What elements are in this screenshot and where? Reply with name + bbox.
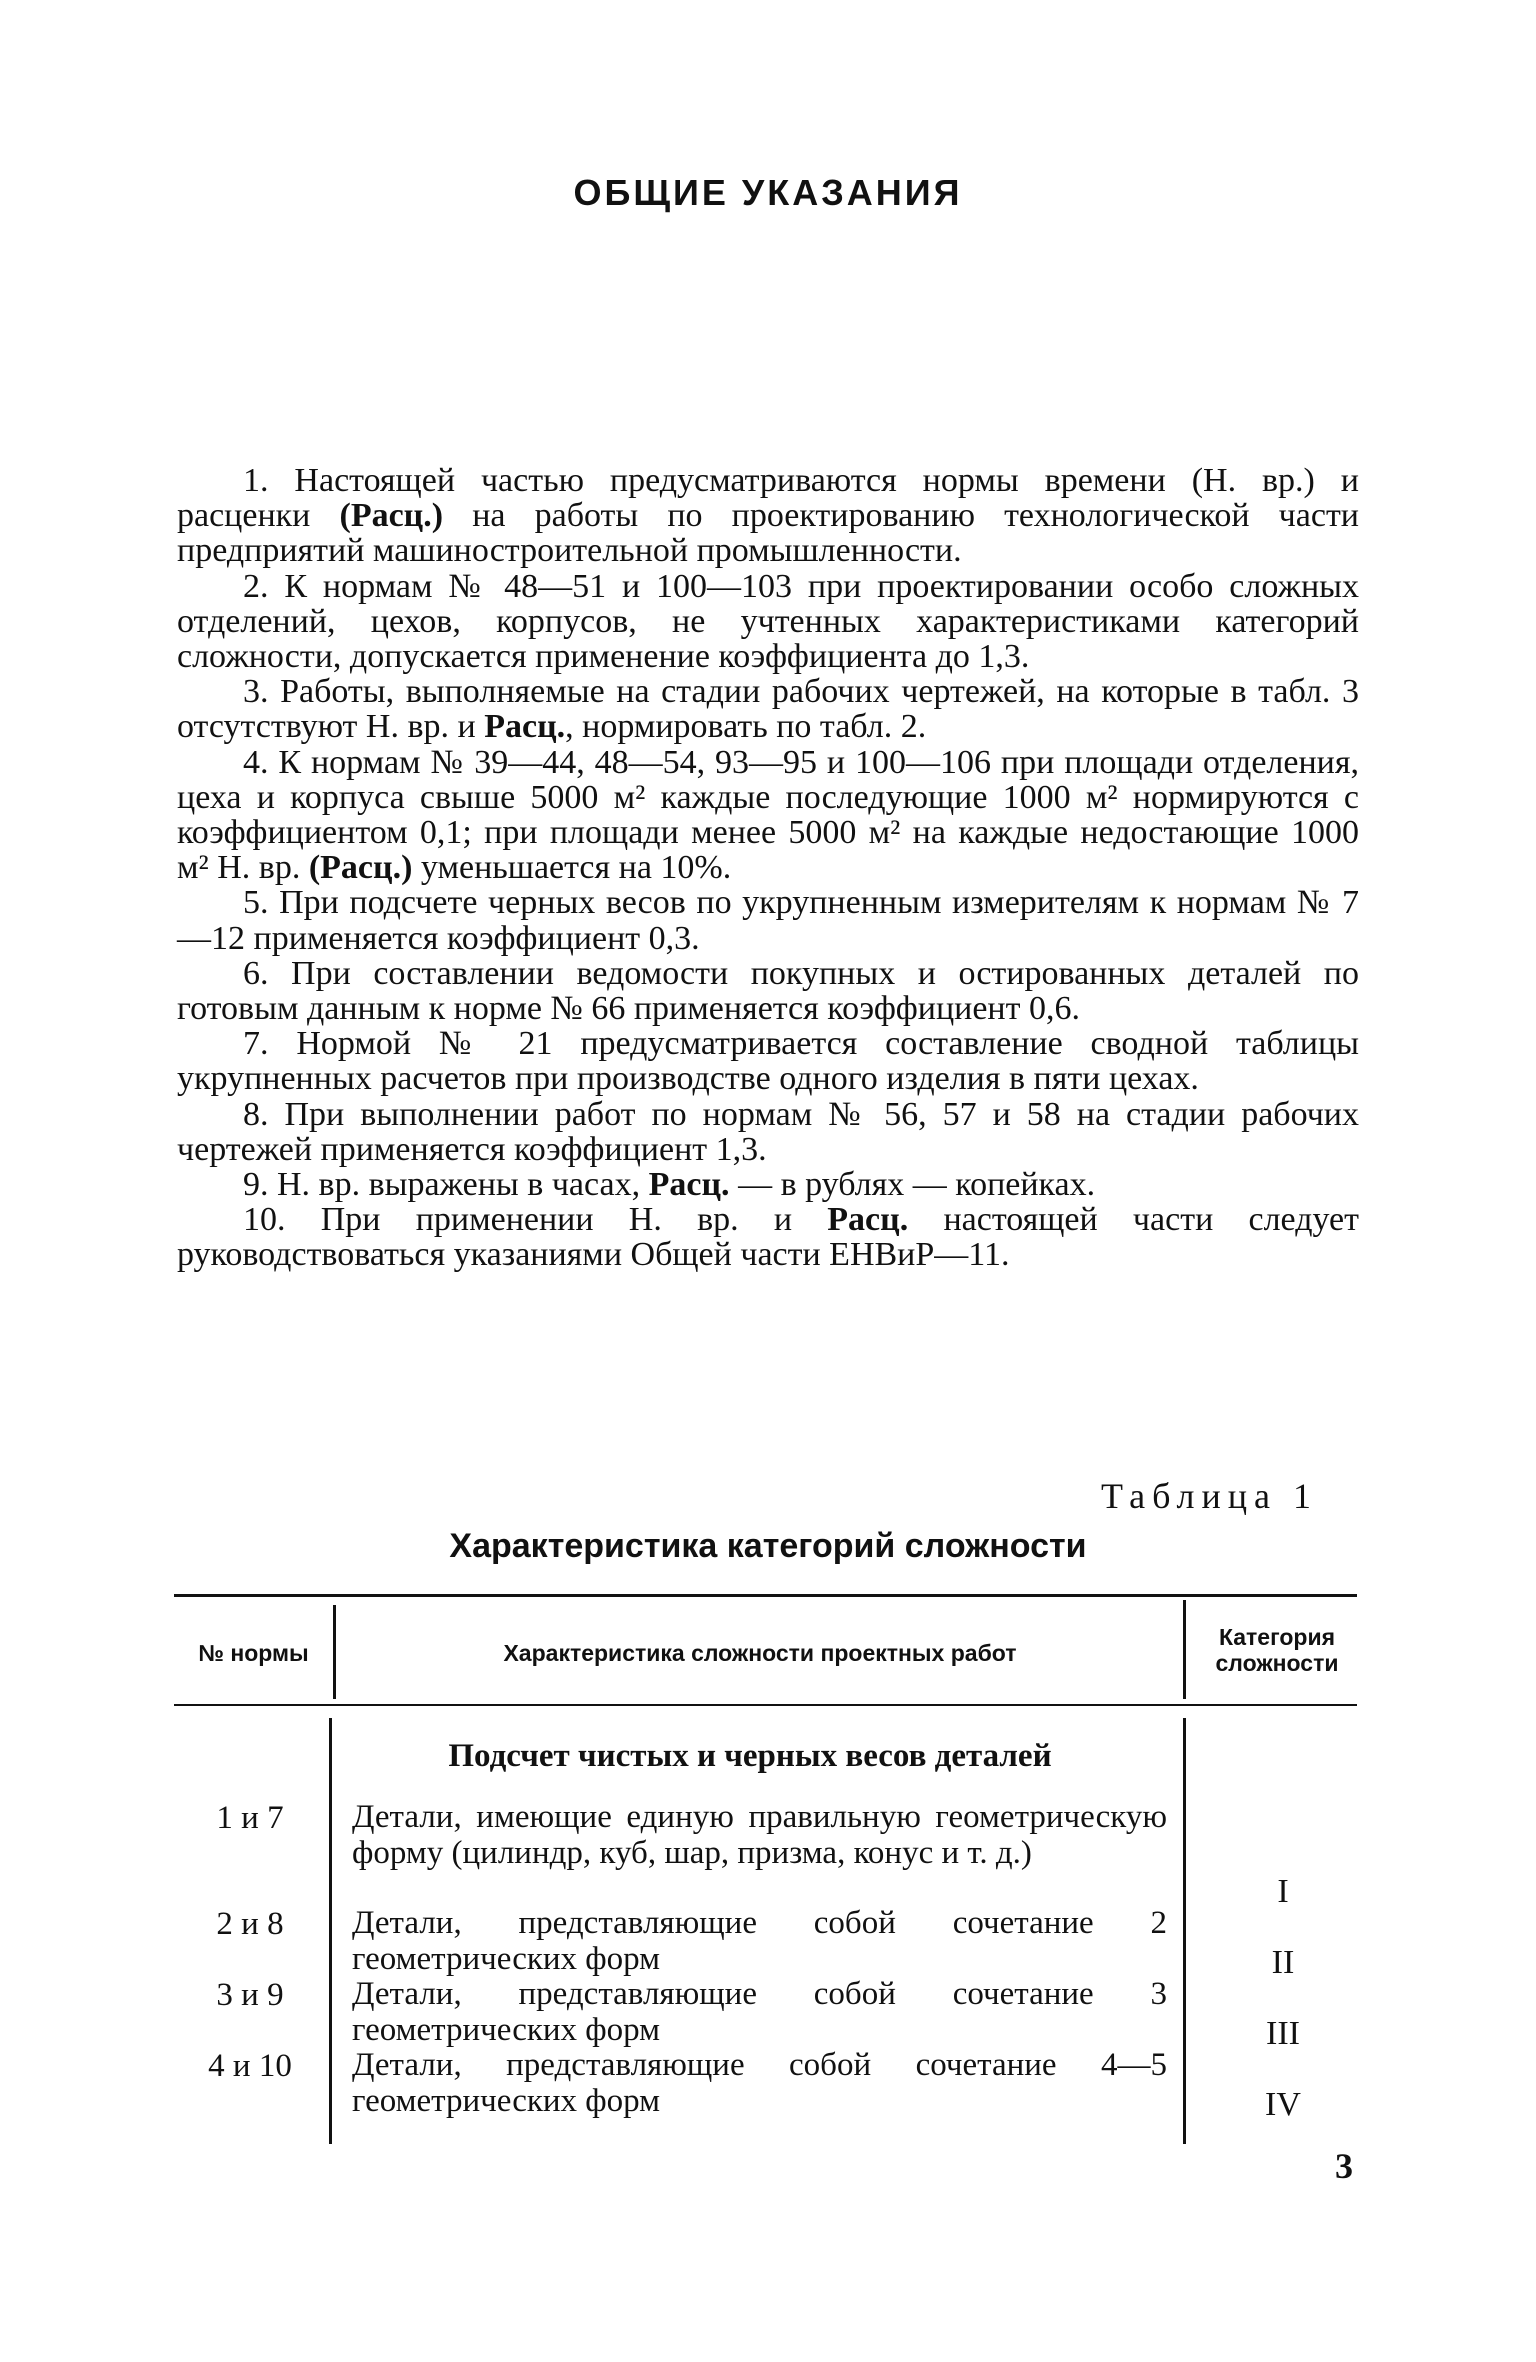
- paragraph: [177, 569, 1359, 675]
- row-description: Детали, представляющие собой сочетание 3 геометрических форм: [352, 1976, 1167, 2048]
- paragraph-text: на работы по проектированию технологической части предприятий машиностроительной промышленности.: [177, 497, 1359, 570]
- general-instructions: [177, 463, 1359, 1273]
- paragraph-text: 2. К нормам № 48—51 и 100—103 при проектировании особо сложных отделений, цехов, корпусов, не учтенных характеристиками категорий сложности, допускается применение коэффициента до 1,3.: [177, 567, 1359, 676]
- paragraph-text: 9. Н. вр. выражены в часах,: [243, 1166, 649, 1204]
- paragraph: [177, 463, 1359, 569]
- body-divider-2: [1183, 1718, 1186, 2144]
- row-category: III: [1266, 2015, 1300, 2052]
- row-description: Детали, представляющие собой сочетание 4—5 геометрических форм: [352, 2047, 1167, 2119]
- column-header-characteristic: Характеристика сложности проектных работ: [503, 1640, 1017, 1666]
- paragraph-text: 1. Настоящей частью предусматриваются нормы времени (Н. вр.) и расценки: [177, 462, 1359, 535]
- paragraph: [177, 1097, 1359, 1167]
- paragraph: [177, 674, 1359, 744]
- row-description: Детали, представляющие собой сочетание 2 геометрических форм: [352, 1905, 1167, 1977]
- paragraph: [177, 1026, 1359, 1096]
- column-header-number: № нормы: [198, 1640, 309, 1666]
- paragraph: [177, 1202, 1359, 1272]
- column-header-category: Категория сложности: [1215, 1624, 1339, 1676]
- row-number: 2 и 8: [216, 1906, 284, 1942]
- table-header-bottom-rule: [174, 1704, 1357, 1706]
- body-divider-1: [329, 1718, 332, 2144]
- row-category: IV: [1265, 2086, 1301, 2123]
- paragraph-text: настоящей части следует руководствоваться указаниями Общей части ЕНВиР—11.: [177, 1201, 1359, 1274]
- paragraph-text: 3. Работы, выполняемые на стадии рабочих чертежей, на которые в табл. 3 отсутствуют Н. вр. и: [177, 673, 1359, 746]
- table-section-heading: Подсчет чистых и черных весов деталей: [448, 1738, 1052, 1774]
- header-divider-1: [333, 1605, 336, 1699]
- paragraph-bold-text: (Расц.): [339, 497, 444, 535]
- row-category: I: [1277, 1873, 1289, 1910]
- paragraph-text: — в рублях — копейках.: [729, 1166, 1096, 1204]
- paragraph-text: 6. При составлении ведомости покупных и остированных деталей по готовым данным к норме № 66 применяется коэффициент 0,6.: [177, 954, 1359, 1028]
- paragraph-text: 8. При выполнении работ по нормам № 56, 57 и 58 на стадии рабочих чертежей применяется коэффициент 1,3.: [177, 1095, 1359, 1168]
- paragraph-text: 4. К нормам № 39—44, 48—54, 93—95 и 100—106 при площади отделения, цеха и корпуса свыше 5000 м² каждые последующие 1000 м² нормируются с коэффициентом 0,1; при площади менее 5000 м² на каждые недостающие 1000 м² Н. вр.: [177, 743, 1359, 887]
- row-number: 3 и 9: [216, 1977, 284, 2013]
- table-title: Характеристика категорий сложности: [449, 1527, 1087, 1565]
- paragraph-bold-text: Расц.: [827, 1201, 909, 1239]
- row-description: Детали, имеющие единую правильную геометрическую форму (цилиндр, куб, шар, призма, конус и т. д.): [352, 1799, 1167, 1871]
- row-category: II: [1271, 1944, 1295, 1981]
- paragraph: [177, 1167, 1359, 1202]
- paragraph-text: 5. При подсчете черных весов по укрупненным измерителям к нормам № 7—12 применяется коэффициент 0,3.: [177, 884, 1359, 957]
- paragraph-text: , нормировать по табл. 2.: [565, 708, 927, 746]
- paragraph-text: 10. При применении Н. вр. и: [243, 1201, 828, 1239]
- row-number: 4 и 10: [208, 2048, 292, 2084]
- row-number: 1 и 7: [216, 1800, 284, 1836]
- header-divider-2: [1183, 1600, 1186, 1699]
- paragraph: [177, 885, 1359, 955]
- paragraph-bold-text: (Расц.): [308, 849, 413, 887]
- paragraph: [177, 745, 1359, 886]
- paragraph-text: уменьшается на 10%.: [412, 849, 732, 887]
- paragraph-bold-text: Расц.: [484, 708, 566, 746]
- page-number: 3: [1335, 2146, 1353, 2186]
- paragraph-bold-text: Расц.: [648, 1166, 730, 1204]
- page-title: ОБЩИЕ УКАЗАНИЯ: [573, 172, 963, 213]
- table-caption: Таблица 1: [1101, 1476, 1318, 1516]
- paragraph: [177, 956, 1359, 1026]
- paragraph-text: 7. Нормой № 21 предусматривается составление сводной таблицы укрупненных расчетов при производстве одного изделия в пяти цехах.: [177, 1025, 1359, 1098]
- table-top-rule: [174, 1594, 1357, 1597]
